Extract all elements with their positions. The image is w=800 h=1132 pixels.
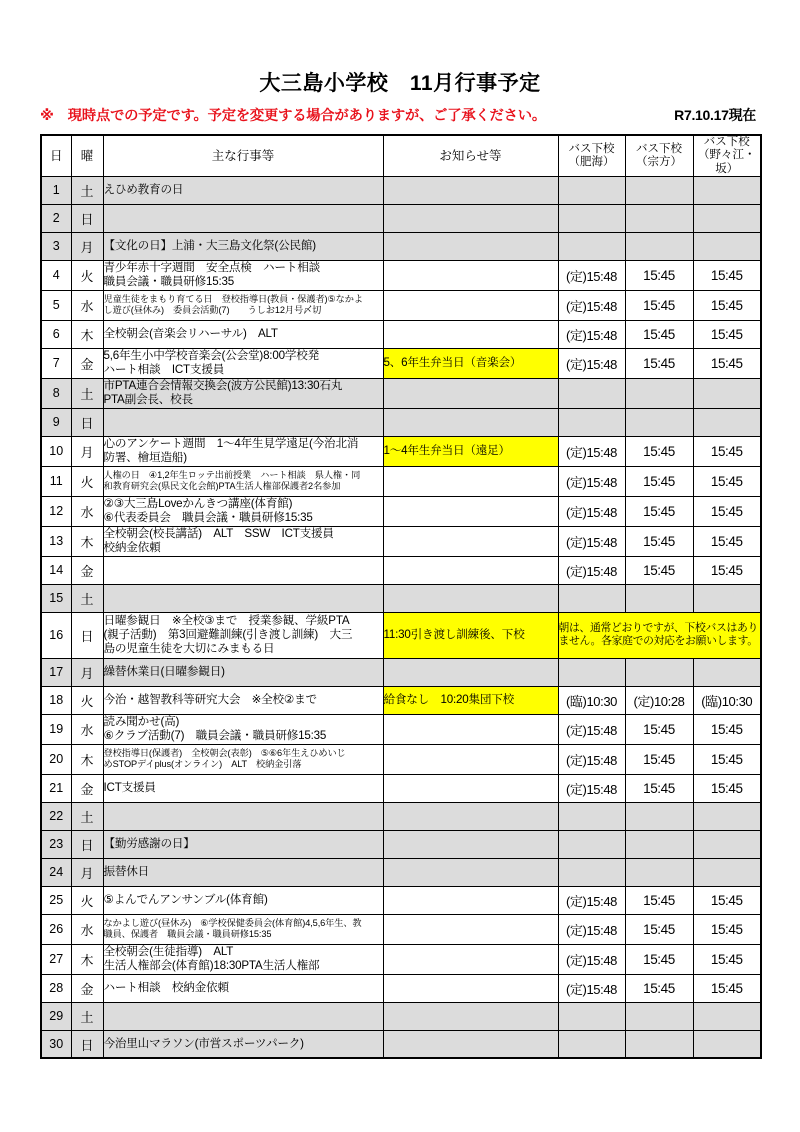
- cell-events: [103, 886, 383, 914]
- cell-bus-notice-merged: 朝は、通常どおりですが、下校バスはありません。各家庭での対応をお願いします。: [558, 612, 761, 658]
- cell-events: [103, 556, 383, 584]
- cell-bus-time-2: [625, 802, 693, 830]
- bus-sublabel: （宗方）: [636, 155, 682, 168]
- cell-day-number: 8: [41, 378, 71, 408]
- table-row: [41, 526, 761, 556]
- table-row: [41, 914, 761, 944]
- cell-day-of-week: 土: [71, 378, 103, 408]
- cell-bus-time-2: [625, 858, 693, 886]
- notice-row: [40, 105, 760, 125]
- cell-events: [103, 290, 383, 320]
- table-row: [41, 714, 761, 744]
- cell-bus-time-3: [693, 584, 761, 612]
- cell-day-number: 30: [41, 1030, 71, 1058]
- event-line: なかよし遊び(昼休み) ⑥学校保健委員会(体育館)4,5,6年生、教: [103, 917, 362, 928]
- event-line: PTA副会長、校長: [103, 393, 193, 407]
- col-header-bus-hiunami: [558, 135, 625, 176]
- cell-bus-time-3: [693, 378, 761, 408]
- event-line: 登校指導日(保護者) 全校朝会(表彰) ⑤⑥6年生えひめいじ: [103, 747, 346, 758]
- cell-bus-time-2: (定)10:28: [625, 686, 693, 714]
- cell-day-of-week: 水: [71, 496, 103, 526]
- cell-notice: [383, 974, 558, 1002]
- col-header-event: 主な行事等: [103, 135, 383, 176]
- cell-bus-time-2: 15:45: [625, 556, 693, 584]
- cell-events: [103, 260, 383, 290]
- cell-bus-time-2: [625, 1030, 693, 1058]
- cell-bus-time-3: 15:45: [693, 974, 761, 1002]
- event-line: 全校朝会(生徒指導) ALT: [103, 945, 234, 959]
- cell-events: [103, 914, 383, 944]
- col-header-day: 日: [41, 135, 71, 176]
- cell-day-of-week: 土: [71, 802, 103, 830]
- table-row: [41, 658, 761, 686]
- cell-day-of-week: 水: [71, 914, 103, 944]
- cell-events: [103, 774, 383, 802]
- cell-bus-time-3: [693, 1002, 761, 1030]
- cell-notice: [383, 466, 558, 496]
- event-line: 5,6年生小中学校音楽会(公会堂)8:00学校発: [103, 349, 320, 363]
- cell-bus-time-3: [693, 858, 761, 886]
- table-header: [41, 135, 761, 176]
- cell-day-number: 27: [41, 944, 71, 974]
- table-row: [41, 1030, 761, 1058]
- cell-day-of-week: 月: [71, 658, 103, 686]
- cell-day-number: 4: [41, 260, 71, 290]
- bus-label: バス下校: [703, 136, 750, 149]
- cell-day-of-week: 金: [71, 774, 103, 802]
- col-header-bus-munakata: [625, 135, 693, 176]
- cell-day-number: 26: [41, 914, 71, 944]
- cell-day-number: 7: [41, 348, 71, 378]
- event-line: 今治里山マラソン(市営スポーツパーク): [103, 1036, 304, 1050]
- cell-day-of-week: 木: [71, 744, 103, 774]
- event-line: 今治・越智教科等研究大会 ※全校②まで: [103, 693, 317, 707]
- cell-notice: [383, 496, 558, 526]
- event-line: えひめ教育の日: [103, 183, 184, 197]
- event-line: 全校朝会(校長講話) ALT SSW ICT支援員: [103, 527, 334, 541]
- cell-events: [103, 974, 383, 1002]
- cell-bus-time-2: [625, 408, 693, 436]
- cell-bus-time-3: 15:45: [693, 714, 761, 744]
- table-row: [41, 496, 761, 526]
- cell-bus-time-3: [693, 830, 761, 858]
- cell-day-number: 22: [41, 802, 71, 830]
- cell-day-number: 1: [41, 176, 71, 204]
- cell-bus-time-3: 15:45: [693, 320, 761, 348]
- cell-events: [103, 944, 383, 974]
- table-row: [41, 858, 761, 886]
- cell-events: [103, 612, 383, 658]
- cell-bus-time-1: [558, 1002, 625, 1030]
- cell-bus-time-3: 15:45: [693, 774, 761, 802]
- cell-bus-time-3: 15:45: [693, 886, 761, 914]
- cell-bus-time-1: (定)15:48: [558, 526, 625, 556]
- event-line: 人権の日 ④1,2年生ロッテ出前授業 ハート相談 県人権・同: [103, 469, 361, 480]
- cell-bus-time-1: [558, 658, 625, 686]
- cell-day-number: 13: [41, 526, 71, 556]
- cell-bus-time-1: [558, 584, 625, 612]
- cell-bus-time-3: (臨)10:30: [693, 686, 761, 714]
- cell-notice: [383, 378, 558, 408]
- cell-events: [103, 496, 383, 526]
- cell-bus-time-1: (定)15:48: [558, 914, 625, 944]
- event-line: 職員会議・職員研修15:35: [103, 275, 235, 289]
- cell-bus-time-2: 15:45: [625, 944, 693, 974]
- cell-bus-time-2: [625, 658, 693, 686]
- cell-notice: [383, 1002, 558, 1030]
- cell-bus-time-3: 15:45: [693, 290, 761, 320]
- cell-events: [103, 232, 383, 260]
- event-line: 青少年赤十字週間 安全点検 ハート相談: [103, 261, 320, 275]
- col-header-dow: 曜: [71, 135, 103, 176]
- event-line: 【勤労感謝の日】: [103, 837, 195, 851]
- cell-notice: [383, 204, 558, 232]
- event-line: ②③大三島Loveかんきつ講座(体育館): [103, 497, 293, 511]
- table-row: [41, 802, 761, 830]
- cell-notice: [383, 290, 558, 320]
- cell-events: [103, 176, 383, 204]
- cell-bus-time-1: [558, 176, 625, 204]
- cell-day-of-week: 木: [71, 944, 103, 974]
- cell-bus-time-1: [558, 378, 625, 408]
- cell-bus-time-1: [558, 858, 625, 886]
- cell-bus-time-2: 15:45: [625, 466, 693, 496]
- event-line: ⑥代表委員会 職員会議・職員研修15:35: [103, 511, 313, 525]
- cell-bus-time-1: (定)15:48: [558, 774, 625, 802]
- cell-bus-time-1: (定)15:48: [558, 556, 625, 584]
- cell-notice: [383, 408, 558, 436]
- cell-notice: [383, 526, 558, 556]
- cell-day-number: 23: [41, 830, 71, 858]
- event-line: し遊び(昼休み) 委員会活動(7) うしお12月号〆切: [103, 305, 322, 316]
- cell-day-of-week: 水: [71, 714, 103, 744]
- cell-day-of-week: 日: [71, 830, 103, 858]
- cell-events: [103, 408, 383, 436]
- cell-bus-time-3: [693, 802, 761, 830]
- cell-bus-time-1: (定)15:48: [558, 260, 625, 290]
- col-header-info: お知らせ等: [383, 135, 558, 176]
- cell-bus-time-1: (定)15:48: [558, 944, 625, 974]
- cell-day-of-week: 日: [71, 1030, 103, 1058]
- cell-day-number: 6: [41, 320, 71, 348]
- cell-events: [103, 584, 383, 612]
- cell-bus-time-3: 15:45: [693, 744, 761, 774]
- cell-bus-time-1: (定)15:48: [558, 744, 625, 774]
- table-row: [41, 744, 761, 774]
- cell-bus-time-2: 15:45: [625, 744, 693, 774]
- table-row: [41, 830, 761, 858]
- cell-notice: [383, 176, 558, 204]
- cell-day-of-week: 金: [71, 974, 103, 1002]
- cell-events: [103, 858, 383, 886]
- cell-bus-time-2: [625, 176, 693, 204]
- cell-notice-highlighted: 1～4年生弁当日（遠足）: [383, 436, 558, 466]
- event-line: ICT支援員: [103, 781, 156, 795]
- cell-bus-time-1: (定)15:48: [558, 436, 625, 466]
- cell-bus-time-3: 15:45: [693, 914, 761, 944]
- cell-bus-time-1: (定)15:48: [558, 496, 625, 526]
- cell-day-number: 17: [41, 658, 71, 686]
- table-row: [41, 176, 761, 204]
- event-line: 児童生徒をまもり育てる日 登校指導日(教員・保護者)⑤なかよ: [103, 293, 363, 304]
- cell-day-of-week: 金: [71, 556, 103, 584]
- event-line: 和教育研究会(県民文化会館)PTA生活人権部保護者2名参加: [103, 481, 341, 492]
- cell-bus-time-1: [558, 1030, 625, 1058]
- cell-day-number: 2: [41, 204, 71, 232]
- event-line: 振替休日: [103, 865, 150, 879]
- table-row: [41, 1002, 761, 1030]
- event-line: (親子活動) 第3回避難訓練(引き渡し訓練) 大三: [103, 628, 353, 642]
- cell-bus-time-2: [625, 232, 693, 260]
- cell-notice: [383, 260, 558, 290]
- cell-day-number: 5: [41, 290, 71, 320]
- cell-bus-time-2: 15:45: [625, 974, 693, 1002]
- event-line: 心のアンケート週間 1～4年生見学遠足(今治北消: [103, 437, 359, 451]
- cell-bus-time-2: 15:45: [625, 886, 693, 914]
- cell-day-of-week: 土: [71, 1002, 103, 1030]
- cell-bus-time-1: (定)15:48: [558, 320, 625, 348]
- cell-day-of-week: 木: [71, 320, 103, 348]
- cell-bus-time-2: [625, 378, 693, 408]
- cell-bus-time-2: 15:45: [625, 320, 693, 348]
- cell-notice: [383, 320, 558, 348]
- table-row: [41, 612, 761, 658]
- event-line: 生活人権部会(体育館)18:30PTA生活人権部: [103, 959, 320, 973]
- cell-bus-time-1: (定)15:48: [558, 886, 625, 914]
- table-row: [41, 944, 761, 974]
- cell-bus-time-1: (定)15:48: [558, 348, 625, 378]
- event-line: ハート相談 ICT支援員: [103, 363, 225, 377]
- cell-bus-time-3: 15:45: [693, 466, 761, 496]
- event-line: 職員、保護者 職員会議・職員研修15:35: [103, 929, 272, 940]
- cell-bus-time-1: (定)15:48: [558, 466, 625, 496]
- cell-day-number: 20: [41, 744, 71, 774]
- cell-day-of-week: 土: [71, 176, 103, 204]
- cell-day-of-week: 月: [71, 858, 103, 886]
- cell-events: [103, 1002, 383, 1030]
- table-row: [41, 974, 761, 1002]
- cell-notice: [383, 232, 558, 260]
- schedule-change-notice: ※ 現時点での予定です。予定を変更する場合がありますが、ご了承ください。: [40, 108, 546, 125]
- cell-bus-time-3: [693, 176, 761, 204]
- event-line: 市PTA連合会情報交換会(波方公民館)13:30石丸: [103, 379, 343, 393]
- cell-events: [103, 658, 383, 686]
- event-line: 読み聞かせ(高): [103, 715, 180, 729]
- cell-events: [103, 526, 383, 556]
- table-row: [41, 378, 761, 408]
- cell-day-of-week: 火: [71, 260, 103, 290]
- cell-bus-time-1: [558, 802, 625, 830]
- cell-day-number: 12: [41, 496, 71, 526]
- bus-label: バス下校: [568, 142, 615, 155]
- event-line: 校納金依頼: [103, 541, 161, 555]
- event-line: 全校朝会(音楽会リハーサル) ALT: [103, 327, 278, 341]
- table-row: [41, 886, 761, 914]
- cell-day-of-week: 日: [71, 612, 103, 658]
- cell-events: [103, 348, 383, 378]
- cell-bus-time-3: 15:45: [693, 436, 761, 466]
- cell-day-of-week: 火: [71, 686, 103, 714]
- bus-sublabel: （肥海）: [568, 155, 615, 168]
- event-line: めSTOPデイplus(オンライン) ALT 校納金引落: [103, 759, 302, 770]
- cell-notice: [383, 914, 558, 944]
- as-of-date: R7.10.17現在: [674, 107, 756, 124]
- event-line: 【文化の日】上浦・大三島文化祭(公民館): [103, 239, 316, 253]
- cell-notice-highlighted: 5、6年生弁当日（音楽会）: [383, 348, 558, 378]
- cell-bus-time-2: 15:45: [625, 496, 693, 526]
- cell-day-of-week: 火: [71, 886, 103, 914]
- table-row: [41, 320, 761, 348]
- event-line: ⑥クラブ活動(7) 職員会議・職員研修15:35: [103, 729, 327, 743]
- table-body: [41, 176, 761, 1058]
- cell-bus-time-3: 15:45: [693, 526, 761, 556]
- cell-events: [103, 436, 383, 466]
- cell-bus-time-3: [693, 658, 761, 686]
- cell-notice: [383, 556, 558, 584]
- cell-notice: [383, 584, 558, 612]
- cell-events: [103, 744, 383, 774]
- cell-bus-time-3: [693, 1030, 761, 1058]
- cell-notice: [383, 658, 558, 686]
- col-header-bus-nonoe-saka: [693, 135, 761, 176]
- cell-events: [103, 320, 383, 348]
- cell-bus-time-2: 15:45: [625, 526, 693, 556]
- cell-bus-time-2: [625, 584, 693, 612]
- cell-bus-time-3: [693, 408, 761, 436]
- event-line: 日曜参観日 ※全校③まで 授業参観、学級PTA: [103, 614, 350, 628]
- cell-bus-time-2: [625, 204, 693, 232]
- cell-day-number: 3: [41, 232, 71, 260]
- event-line: ハート相談 校納金依頼: [103, 981, 229, 995]
- cell-bus-time-1: [558, 204, 625, 232]
- cell-day-number: 28: [41, 974, 71, 1002]
- cell-day-number: 11: [41, 466, 71, 496]
- cell-day-number: 18: [41, 686, 71, 714]
- cell-events: [103, 830, 383, 858]
- cell-notice-highlighted: 給食なし 10:20集団下校: [383, 686, 558, 714]
- cell-events: [103, 714, 383, 744]
- cell-bus-time-2: [625, 830, 693, 858]
- cell-bus-time-3: 15:45: [693, 260, 761, 290]
- table-row: [41, 436, 761, 466]
- cell-events: [103, 466, 383, 496]
- event-line: ⑤よんでんアンサンブル(体育館): [103, 893, 268, 907]
- cell-day-of-week: 土: [71, 584, 103, 612]
- cell-bus-time-3: [693, 232, 761, 260]
- cell-bus-time-1: (定)15:48: [558, 290, 625, 320]
- cell-bus-time-1: [558, 408, 625, 436]
- cell-notice: [383, 858, 558, 886]
- cell-bus-time-1: [558, 232, 625, 260]
- cell-bus-time-3: 15:45: [693, 348, 761, 378]
- cell-notice: [383, 1030, 558, 1058]
- cell-bus-time-3: [693, 204, 761, 232]
- bus-label: バス下校: [636, 142, 682, 155]
- header-row: [41, 135, 761, 176]
- event-line: 防署、檜垣造船): [103, 451, 187, 465]
- cell-day-of-week: 水: [71, 290, 103, 320]
- table-row: [41, 466, 761, 496]
- page-title: 大三島小学校 11月行事予定: [259, 72, 541, 95]
- cell-events: [103, 802, 383, 830]
- cell-day-number: 25: [41, 886, 71, 914]
- cell-bus-time-2: 15:45: [625, 774, 693, 802]
- cell-bus-time-2: [625, 1002, 693, 1030]
- cell-notice: [383, 744, 558, 774]
- cell-day-of-week: 木: [71, 526, 103, 556]
- cell-bus-time-3: 15:45: [693, 944, 761, 974]
- cell-notice: [383, 886, 558, 914]
- cell-day-number: 19: [41, 714, 71, 744]
- cell-day-of-week: 月: [71, 436, 103, 466]
- table-row: [41, 408, 761, 436]
- cell-day-of-week: 日: [71, 204, 103, 232]
- table-row: [41, 204, 761, 232]
- bus-sublabel: （野々江・坂）: [698, 149, 756, 175]
- cell-bus-time-2: 15:45: [625, 260, 693, 290]
- cell-bus-time-2: 15:45: [625, 714, 693, 744]
- monthly-schedule-table: [40, 134, 762, 1059]
- cell-notice: [383, 944, 558, 974]
- cell-bus-time-3: 15:45: [693, 496, 761, 526]
- cell-events: [103, 1030, 383, 1058]
- cell-day-of-week: 金: [71, 348, 103, 378]
- cell-events: [103, 204, 383, 232]
- cell-events: [103, 686, 383, 714]
- cell-day-number: 16: [41, 612, 71, 658]
- cell-day-of-week: 火: [71, 466, 103, 496]
- cell-bus-time-1: (臨)10:30: [558, 686, 625, 714]
- cell-day-number: 29: [41, 1002, 71, 1030]
- cell-notice: [383, 714, 558, 744]
- cell-bus-time-2: 15:45: [625, 436, 693, 466]
- cell-notice-highlighted: 11:30引き渡し訓練後、下校: [383, 612, 558, 658]
- cell-day-of-week: 日: [71, 408, 103, 436]
- cell-notice: [383, 774, 558, 802]
- cell-day-of-week: 月: [71, 232, 103, 260]
- table-row: [41, 260, 761, 290]
- cell-bus-time-3: 15:45: [693, 556, 761, 584]
- cell-bus-time-2: 15:45: [625, 914, 693, 944]
- table-row: [41, 774, 761, 802]
- table-row: [41, 348, 761, 378]
- cell-day-number: 10: [41, 436, 71, 466]
- cell-notice: [383, 830, 558, 858]
- cell-bus-time-1: [558, 830, 625, 858]
- table-row: [41, 584, 761, 612]
- cell-bus-time-2: 15:45: [625, 290, 693, 320]
- cell-day-number: 21: [41, 774, 71, 802]
- event-line: 島の児童生徒を大切にみまもる日: [103, 642, 275, 656]
- cell-notice: [383, 802, 558, 830]
- cell-day-number: 15: [41, 584, 71, 612]
- cell-day-number: 9: [41, 408, 71, 436]
- table-row: [41, 290, 761, 320]
- event-line: 繰替休業日(日曜参観日): [103, 665, 225, 679]
- cell-bus-time-1: (定)15:48: [558, 714, 625, 744]
- cell-events: [103, 378, 383, 408]
- cell-day-number: 14: [41, 556, 71, 584]
- table-row: [41, 556, 761, 584]
- cell-bus-time-1: (定)15:48: [558, 974, 625, 1002]
- table-row: [41, 686, 761, 714]
- cell-day-number: 24: [41, 858, 71, 886]
- cell-bus-time-2: 15:45: [625, 348, 693, 378]
- table-row: [41, 232, 761, 260]
